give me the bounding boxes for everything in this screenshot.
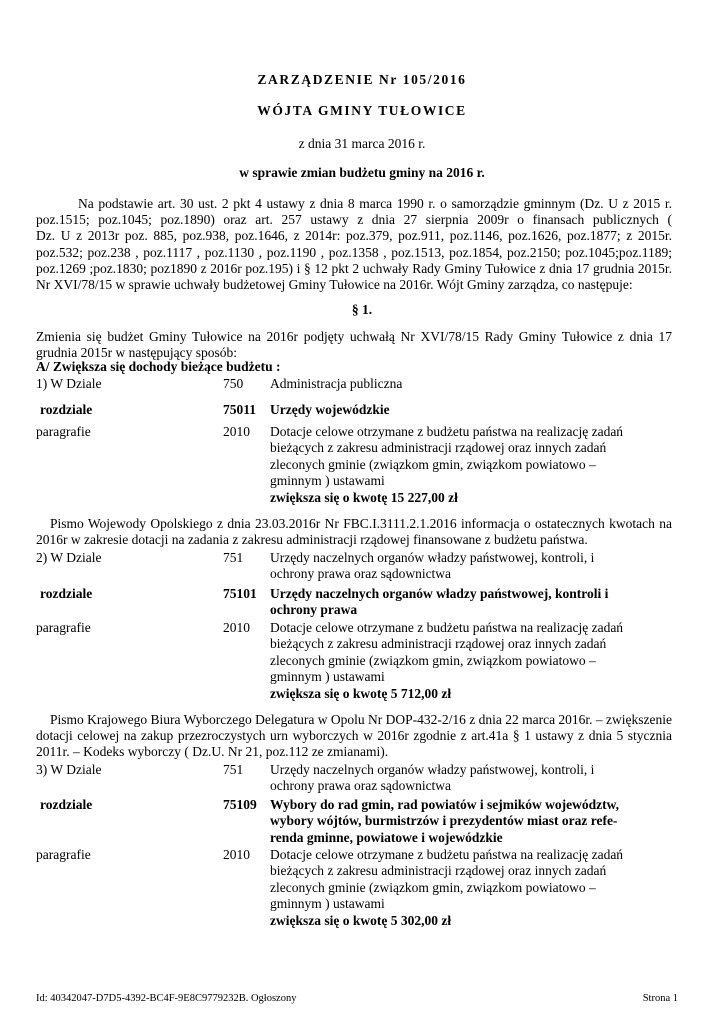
paragraf-code: 2010 [223, 620, 250, 635]
dzial-label: 3) W Dziale [36, 762, 102, 777]
dzial-label: 1) W Dziale [36, 376, 102, 391]
text-line: grudnia 2015r w następujący sposób: [36, 345, 237, 361]
amount-text: zwiększa się o kwotę 5 712,00 zł [270, 685, 452, 701]
rozdzial-name [270, 797, 650, 846]
text-line: ochrony prawa oraz sądownictwa [270, 778, 452, 794]
rozdzial-code: 75011 [223, 402, 257, 417]
text-line: gminnym ) ustawami [270, 473, 385, 489]
text-line: Urzędy naczelnych organów władzy państwowej, kontroli i [270, 586, 609, 601]
text-line: Urzędy wojewódzkie [270, 402, 390, 417]
text-line: ochrony prawa [270, 602, 358, 618]
section-intro [36, 329, 672, 361]
text-line: Urzędy naczelnych organów władzy państwowej, kontroli, i [270, 550, 595, 565]
amount-text: zwiększa się o kwotę 15 227,00 zł [270, 489, 458, 505]
document-id-footer: Id: 40342047-D7D5-4392-BC4F-9E8C9779232B. Ogłoszony [36, 993, 297, 1004]
paragraf-description [270, 847, 650, 929]
rozdzial-name [270, 586, 650, 619]
rozdzial-code: 75101 [223, 586, 257, 601]
issuer-title: WÓJTA GMINY TUŁOWICE [257, 103, 467, 118]
legal-basis-paragraph [36, 196, 672, 293]
text-line: Wybory do rad gmin, rad powiatów i sejmików województw, [270, 797, 619, 812]
paragraf-label: paragrafie [36, 620, 91, 635]
text-line: Dotacje celowe otrzymane z budżetu państwa na realizację zadań [270, 847, 624, 862]
amount-text: zwiększa się o kwotę 5 302,00 zł [270, 912, 452, 928]
document-title: ZARZĄDZENIE Nr 105/2016 [257, 72, 467, 87]
rozdzial-label: rozdziale [40, 797, 93, 812]
section-heading: § 1. [351, 302, 373, 317]
source-note [36, 516, 672, 548]
text-line: Pismo Krajowego Biura Wyborczego Delegatura w Opolu Nr DOP-432-2/16 z dnia 22 marca 2016r. – zwiększenie [50, 712, 673, 727]
text-line: dotacji celowej na zakup przezroczystych urn wyborczych w 2016r zgodnie z art.41a § 1 ustawy z dnia 5 stycznia [36, 728, 672, 744]
text-line: Nr XVI/78/15 w sprawie uchwały budżetowej Gminy Tułowice na 2016r. Wójt Gminy zarządza, co następuje: [36, 276, 633, 292]
text-line: Dz. U z 2013r poz. 885, poz.938, poz.1646, z 2014r: poz.379, poz.911, poz.1146, poz.1626, poz.1877; z 2015r. [36, 228, 672, 244]
text-line: poz.1515; poz.1045; poz.1890) oraz art. 257 ustawy z dnia 27 sierpnia 2009r o finansach publicznych ( [36, 212, 672, 228]
text-line: ochrony prawa oraz sądownictwa [270, 566, 452, 582]
text-line: Dotacje celowe otrzymane z budżetu państwa na realizację zadań [270, 620, 624, 635]
text-line: Urzędy naczelnych organów władzy państwowej, kontroli, i [270, 762, 595, 777]
text-line: Na podstawie art. 30 ust. 2 pkt 4 ustawy z dnia 8 marca 1990 r. o samorządzie gminnym (Dz. U z 2015 r. [78, 196, 672, 211]
rozdzial-code: 75109 [223, 797, 257, 812]
text-line: bieżących z zakresu administracji rządowej oraz innych zadań [270, 863, 607, 879]
text-line: wybory wójtów, burmistrzów i prezydentów miast oraz refe- [270, 813, 618, 829]
text-line: Zmienia się budżet Gminy Tułowice na 2016r podjęty uchwałą Nr XVI/78/15 Rady Gminy Tułowice z dnia 17 [36, 329, 672, 344]
dzial-name [270, 550, 650, 583]
paragraf-description [270, 620, 650, 702]
text-line: zleconych gminie (związkom gmin, związkom powiatowo – [270, 879, 596, 895]
text-line: Dotacje celowe otrzymane z budżetu państwa na realizację zadań [270, 424, 624, 439]
subheading: A/ Zwiększa się dochody bieżące budżetu : [36, 359, 281, 374]
rozdzial-label: rozdziale [40, 402, 93, 417]
page-number: Strona 1 [642, 993, 678, 1004]
text-line: gminnym ) ustawami [270, 896, 385, 912]
text-line: 2011r. – Kodeks wyborczy ( Dz.U. Nr 21, poz.112 ze zmianami). [36, 744, 389, 760]
document-date: z dnia 31 marca 2016 r. [298, 136, 426, 151]
text-line: 2016r w zakresie dotacji na zadania z zakresu administracji rządowej finansowane z budżetu państwa. [36, 532, 588, 548]
text-line: gminnym ) ustawami [270, 669, 385, 685]
paragraf-code: 2010 [223, 847, 250, 862]
text-line: poz.532; poz.238 , poz.1117 , poz.1130 , poz.1190 , poz.1358 , poz.1513, poz.1854, poz.2150; poz.1045;poz.1189; [36, 244, 672, 260]
rozdzial-name [270, 402, 650, 418]
dzial-code: 751 [223, 762, 244, 777]
text-line: zleconych gminie (związkom gmin, związkom powiatowo – [270, 652, 596, 668]
paragraf-label: paragrafie [36, 424, 91, 439]
text-line: Administracja publiczna [270, 376, 403, 391]
text-line: bieżących z zakresu administracji rządowej oraz innych zadań [270, 440, 607, 456]
text-line: zleconych gminie (związkom gmin, związkom powiatowo – [270, 456, 596, 472]
paragraf-label: paragrafie [36, 847, 91, 862]
dzial-code: 750 [223, 376, 244, 391]
paragraf-description [270, 424, 650, 506]
dzial-name [270, 762, 650, 795]
document-subject: w sprawie zmian budżetu gminy na 2016 r. [239, 165, 485, 180]
text-line: bieżących z zakresu administracji rządowej oraz innych zadań [270, 636, 607, 652]
paragraf-code: 2010 [223, 424, 250, 439]
dzial-code: 751 [223, 550, 244, 565]
dzial-label: 2) W Dziale [36, 550, 102, 565]
text-line: poz.1269 ;poz.1830; poz1890 z 2016r poz.195) i § 12 pkt 2 uchwały Rady Gminy Tułowice z dnia 17 grudnia 2015r. [36, 260, 672, 276]
text-line: Pismo Wojewody Opolskiego z dnia 23.03.2016r Nr FBC.I.3111.2.1.2016 informacja o ostatecznych kwotach na [50, 516, 672, 531]
dzial-name [270, 376, 650, 392]
text-line: renda gminne, powiatowe i wojewódzkie [270, 829, 503, 845]
rozdzial-label: rozdziale [40, 586, 93, 601]
source-note [36, 712, 672, 761]
